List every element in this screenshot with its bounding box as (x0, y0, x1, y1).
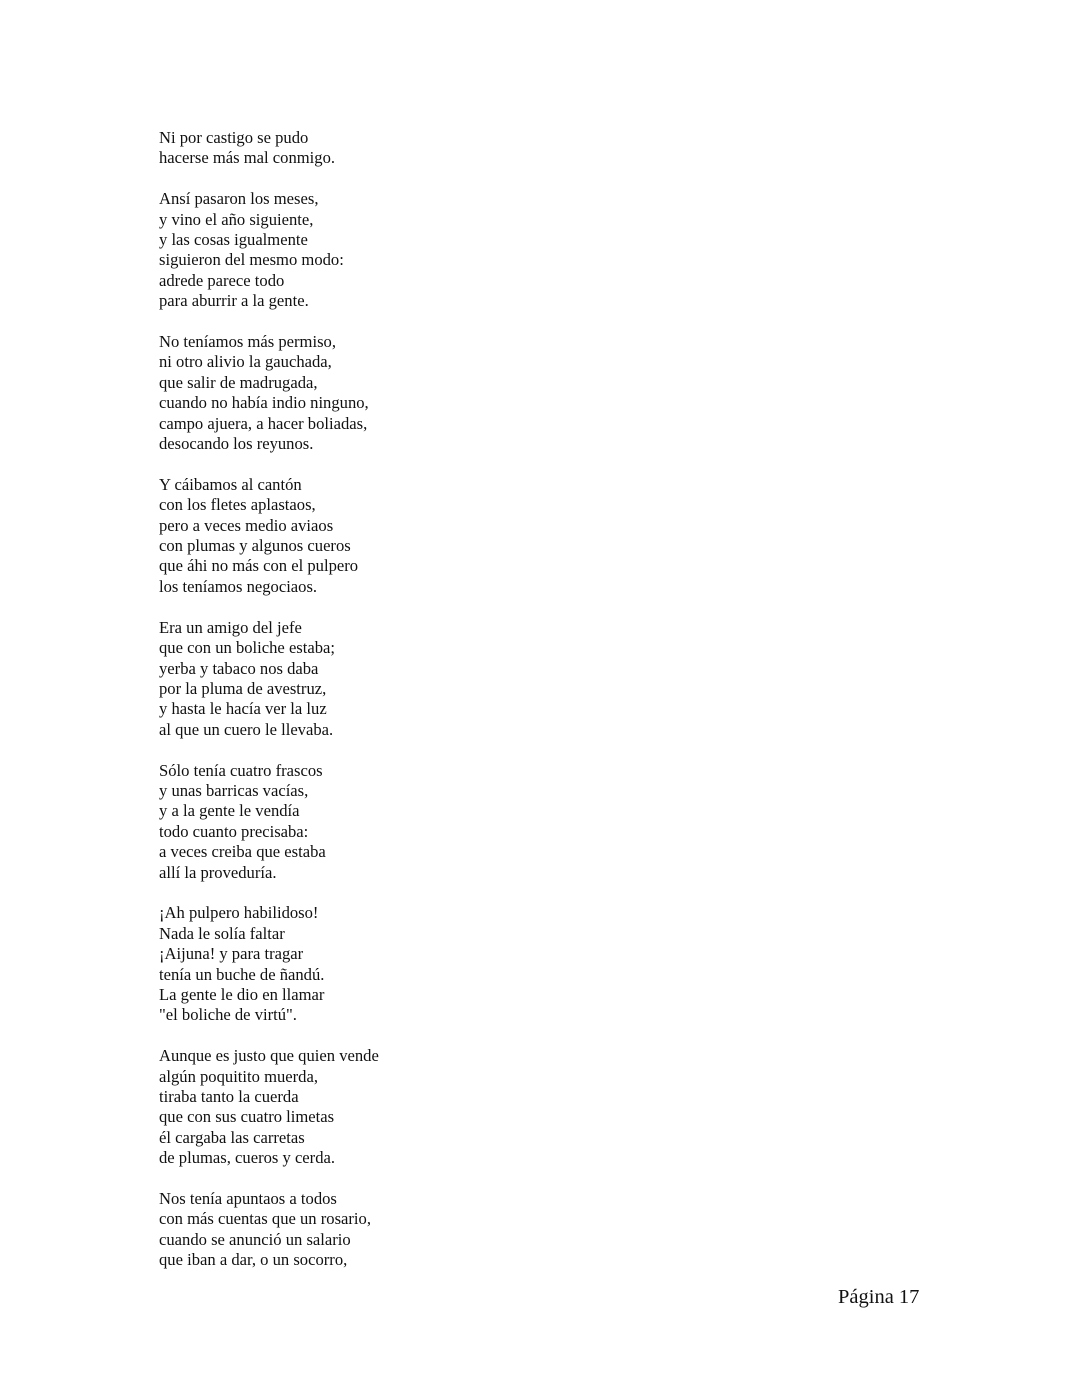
verse-line: Sólo tenía cuatro frascos (159, 760, 323, 780)
verse-line: No teníamos más permiso, (159, 332, 336, 352)
verse-line: "el boliche de virtú". (159, 1005, 297, 1025)
verse-line: pero a veces medio aviaos (159, 515, 334, 535)
verse-line: a veces creiba que estaba (159, 842, 326, 862)
verse-line: los teníamos negociaos. (159, 576, 318, 596)
verse-line: y unas barricas vacías, (159, 780, 309, 800)
verse-line: que con un boliche estaba; (159, 638, 336, 658)
verse-line: ¡Aijuna! y para tragar (159, 944, 304, 964)
verse-line: Ansí pasaron los meses, (159, 189, 319, 209)
verse-line: tenía un buche de ñandú. (159, 964, 325, 984)
stanza (159, 128, 759, 169)
stanza (159, 189, 759, 311)
verse-line: y hasta le hacía ver la luz (159, 699, 327, 719)
verse-line: allí la proveduría. (159, 862, 277, 882)
verse-line: con plumas y algunos cueros (159, 536, 351, 556)
verse-line: Nos tenía apuntaos a todos (159, 1189, 337, 1208)
stanza (159, 1189, 759, 1271)
verse-line: desocando los reyunos. (159, 434, 314, 454)
verse-line: Era un amigo del jefe (159, 617, 302, 637)
verse-line: por la pluma de avestruz, (159, 678, 327, 698)
stanza (159, 332, 759, 454)
verse-line: él cargaba las carretas (159, 1127, 305, 1147)
verse-line: de plumas, cueros y cerda. (159, 1148, 336, 1168)
verse-line: siguieron del mesmo modo: (159, 250, 344, 270)
verse-line: campo ajuera, a hacer boliadas, (159, 413, 368, 433)
stanza (159, 475, 759, 597)
verse-line: yerba y tabaco nos daba (159, 658, 319, 678)
verse-line: Nada le solía faltar (159, 923, 285, 943)
verse-line: todo cuanto precisaba: (159, 821, 309, 841)
verse-line: hacerse más mal conmigo. (159, 148, 336, 168)
verse-line: cuando se anunció un salario (159, 1229, 351, 1249)
verse-line: La gente le dio en llamar (159, 984, 325, 1004)
verse-line: Ni por castigo se pudo (159, 128, 309, 147)
verse-line: algún poquitito muerda, (159, 1066, 318, 1086)
poem-body (159, 128, 759, 1291)
verse-line: cuando no había indio ninguno, (159, 393, 369, 413)
stanza (159, 761, 759, 883)
verse-line: y a la gente le vendía (159, 801, 300, 821)
stanza (159, 903, 759, 1025)
page-number: Página 17 (838, 1286, 920, 1308)
verse-line: adrede parece todo (159, 270, 285, 290)
stanza (159, 618, 759, 740)
verse-line: tiraba tanto la cuerda (159, 1086, 299, 1106)
verse-line: ¡Ah pulpero habilidoso! (159, 903, 319, 923)
verse-line: con los fletes aplastaos, (159, 495, 316, 515)
verse-line: al que un cuero le llevaba. (159, 719, 334, 739)
verse-line: Aunque es justo que quien vende (159, 1046, 379, 1066)
verse-line: con más cuentas que un rosario, (159, 1209, 371, 1229)
verse-line: que salir de madrugada, (159, 372, 318, 392)
verse-line: que iban a dar, o un socorro, (159, 1250, 348, 1270)
verse-line: que áhi no más con el pulpero (159, 556, 359, 576)
verse-line: y las cosas igualmente (159, 230, 308, 250)
verse-line: para aburrir a la gente. (159, 291, 309, 311)
verse-line: ni otro alivio la gauchada, (159, 352, 332, 372)
stanza (159, 1046, 759, 1168)
verse-line: y vino el año siguiente, (159, 209, 314, 229)
verse-line: que con sus cuatro limetas (159, 1107, 335, 1127)
verse-line: Y cáibamos al cantón (159, 474, 302, 494)
